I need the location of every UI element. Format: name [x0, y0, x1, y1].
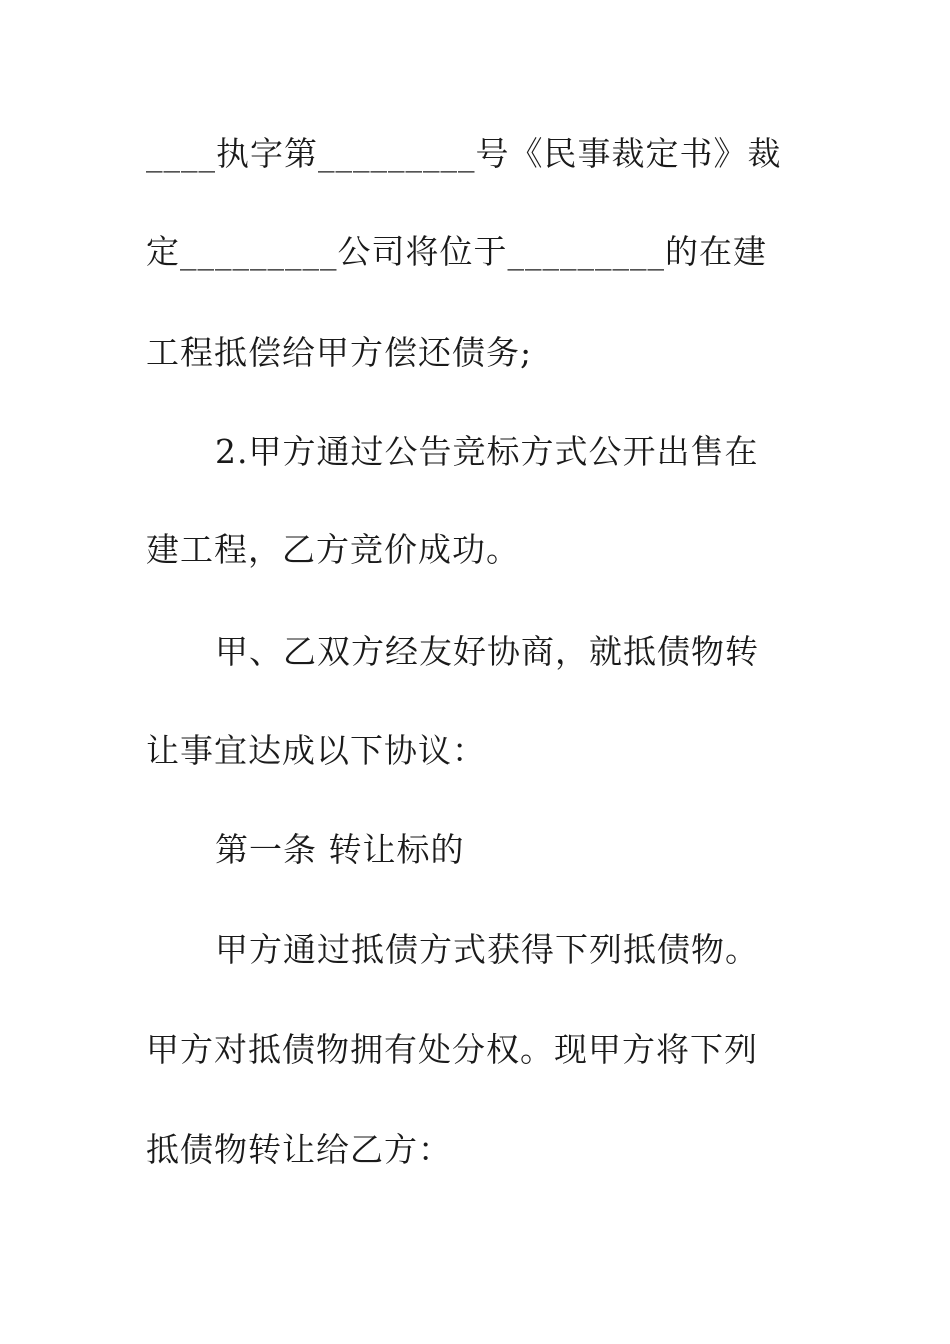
text-line-9: 甲方通过抵债方式获得下列抵债物。 [215, 930, 759, 969]
text-line-2: 定_________公司将位于_________的在建 [146, 232, 767, 271]
text-line-4: 2.甲方通过公告竞标方式公开出售在 [215, 432, 759, 471]
section-heading: 第一条 转让标的 [215, 830, 465, 869]
text-line-5: 建工程，乙方竞价成功。 [146, 530, 520, 569]
text-line-10: 甲方对抵债物拥有处分权。现甲方将下列 [146, 1030, 758, 1069]
text-line-7: 让事宜达成以下协议： [146, 731, 486, 770]
text-line-1: ____执字第_________号《民事裁定书》裁 [146, 134, 782, 173]
text-line-3: 工程抵偿给甲方偿还债务; [146, 333, 533, 372]
text-line-11: 抵债物转让给乙方： [146, 1130, 452, 1169]
text-line-6: 甲、乙双方经友好协商，就抵债物转 [215, 632, 759, 671]
